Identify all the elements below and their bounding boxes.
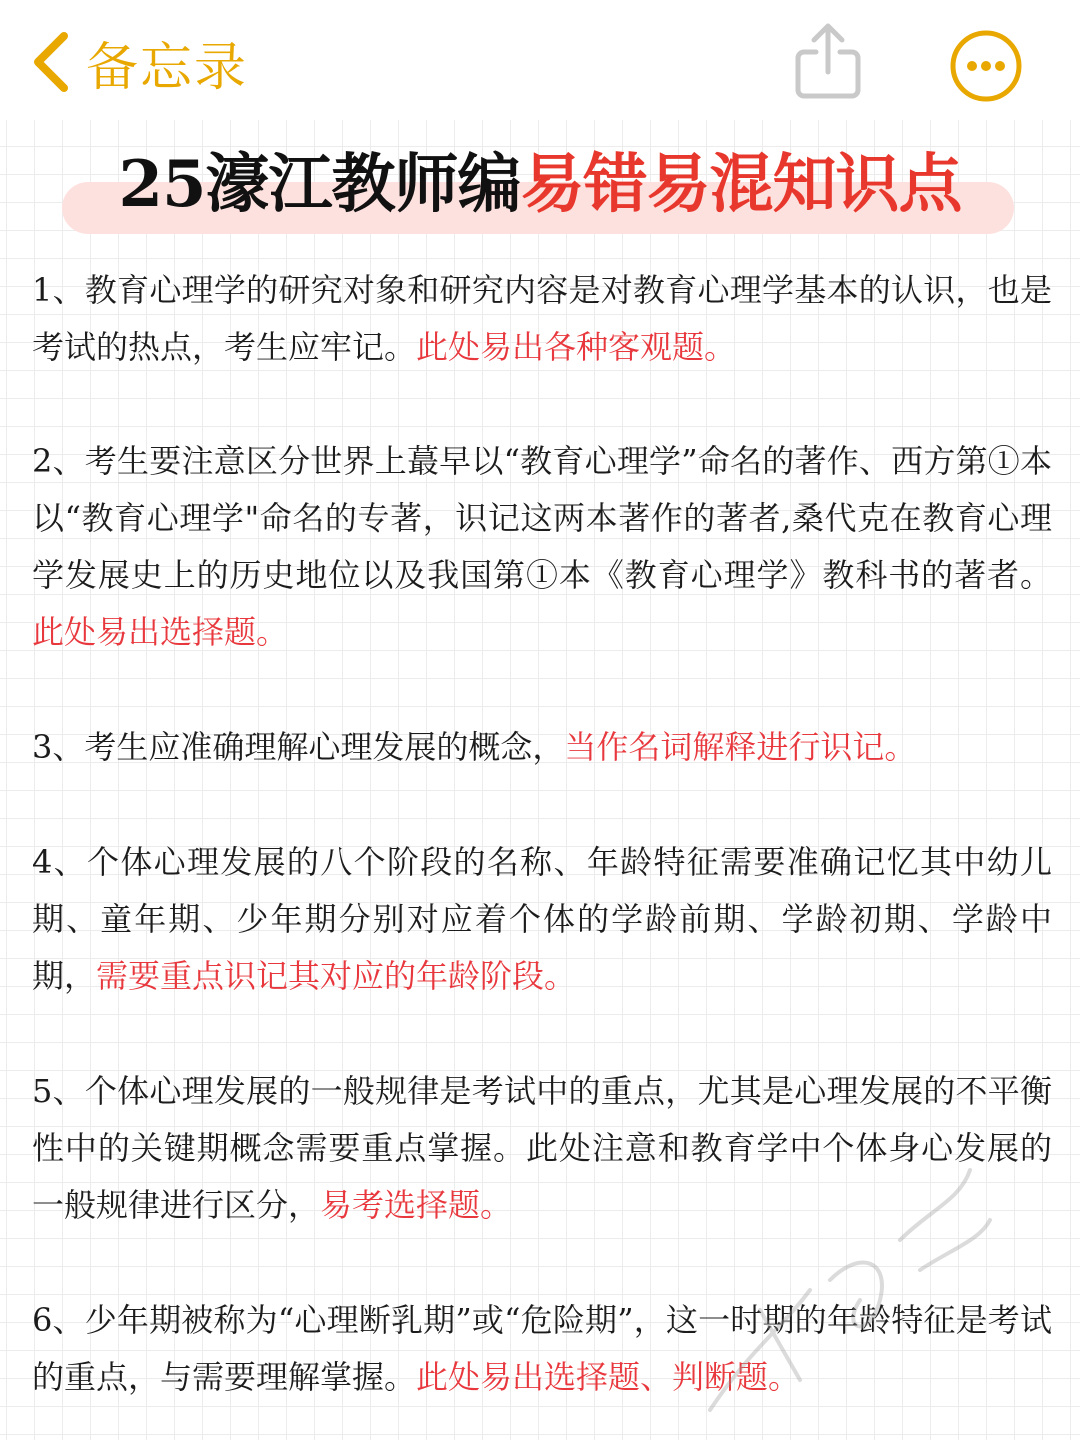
share-button[interactable] xyxy=(790,22,866,102)
share-icon xyxy=(790,87,866,106)
back-label: 备忘录 xyxy=(86,37,249,98)
paragraph-text: 2、考生要注意区分世界上蕞早以“教育心理学”命名的著作、西方第①本以“教育心理学"命名的专著，识记这两本著作的著者,桑代克在教育心理学发展史上的历史地位以及我国第①本《教育心理学》教科书的著者。 xyxy=(32,442,1052,594)
paragraph-5 xyxy=(32,1063,1052,1234)
title-part-1: 25濠江教师编 xyxy=(118,147,521,222)
paragraph-6 xyxy=(32,1292,1052,1406)
paragraph-note: 当作名词解释进行识记。 xyxy=(564,728,917,766)
chevron-left-icon xyxy=(28,30,72,94)
paragraph-note: 需要重点识记其对应的年龄阶段。 xyxy=(96,957,577,995)
paragraph-note: 此处易出各种客观题。 xyxy=(416,328,737,366)
paragraph-4 xyxy=(32,834,1052,1005)
more-icon xyxy=(948,89,1024,108)
paragraph-text: 3、考生应准确理解心理发展的概念， xyxy=(32,728,565,766)
paragraph-text: 6、少年期被称为“心理断乳期”或“危险期”，这一时期的年龄特征是考试的重点，与需要理解掌握。 xyxy=(32,1301,1052,1396)
paragraph-text: 1、教育心理学的研究对象和研究内容是对教育心理学基本的认识，也是考试的热点，考生应牢记。 xyxy=(32,271,1052,366)
paragraph-text: 5、个体心理发展的一般规律是考试中的重点，尤其是心理发展的不平衡性中的关键期概念需要重点掌握。此处注意和教育学中个体身心发展的一般规律进行区分， xyxy=(32,1072,1052,1224)
title-block xyxy=(0,140,1080,240)
paragraph-text: 4、个体心理发展的八个阶段的名称、年龄特征需要准确记忆其中幼儿期、童年期、少年期分别对应着个体的学龄前期、学龄初期、学龄中期， xyxy=(32,843,1052,995)
paragraph-2 xyxy=(32,433,1052,661)
title-part-2: 易错易混知识点 xyxy=(520,147,962,222)
more-button[interactable] xyxy=(948,28,1024,104)
paragraph-3 xyxy=(32,719,1052,776)
page-title xyxy=(0,140,1080,230)
paragraph-1 xyxy=(32,262,1052,376)
paragraph-note: 此处易出选择题、判断题。 xyxy=(416,1358,801,1396)
paragraph-note: 易考选择题。 xyxy=(320,1186,513,1224)
note-content[interactable] xyxy=(32,262,1052,1406)
paragraph-note: 此处易出选择题。 xyxy=(32,613,289,651)
top-bar xyxy=(0,0,1080,120)
back-button[interactable] xyxy=(28,22,248,102)
